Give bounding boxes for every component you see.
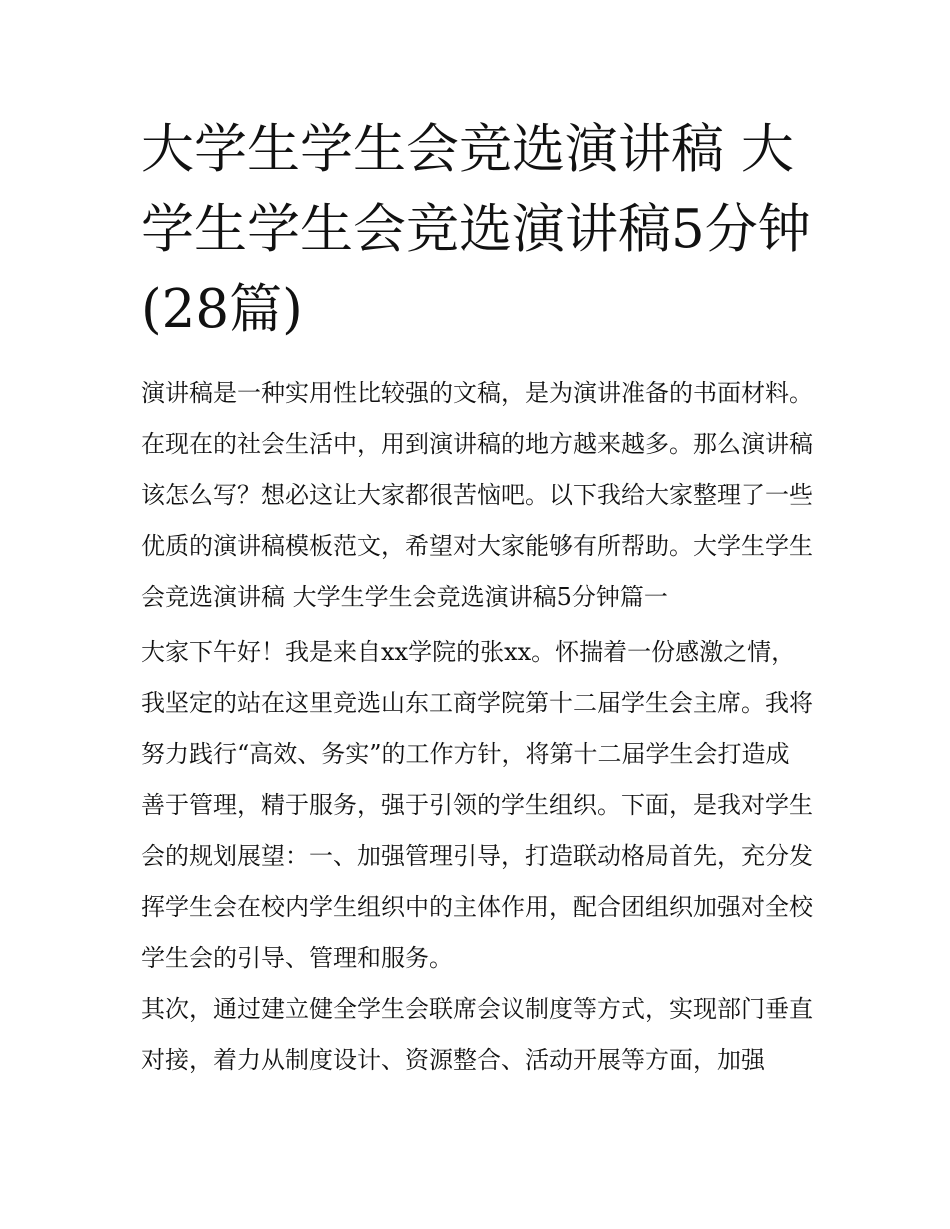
document-body	[141, 110, 813, 1086]
speech-paragraph: 大家下午好！我是来自xx学院的张xx。怀揣着一份感激之情，我坚定的站在这里竞选山东工商学院第十二届学生会主席。我将努力践行“高效、务实”的工作方针，将第十二届学生会打造成善于管理，精于服务，强于引领的学生组织。下面，是我对学生会的规划展望：一、加强管理引导，打造联动格局首先，充分发挥学生会在校内学生组织中的主体作用，配合团组织加强对全校学生会的引导、管理和服务。	[141, 638, 813, 972]
intro-paragraph: 演讲稿是一种实用性比较强的文稿，是为演讲准备的书面材料。在现在的社会生活中，用到演讲稿的地方越来越多。那么演讲稿该怎么写？想必这让大家都很苦恼吧。以下我给大家整理了一些优质的演讲稿模板范文，希望对大家能够有所帮助。大学生学生会竞选演讲稿 大学生学生会竞选演讲稿5分钟篇一	[141, 379, 813, 611]
document-title: 大学生学生会竞选演讲稿 大学生学生会竞选演讲稿5分钟(28篇)	[141, 119, 811, 340]
speech-paragraph-continued: 其次，通过建立健全学生会联席会议制度等方式，实现部门垂直对接，着力从制度设计、资源整合、活动开展等方面，加强	[141, 995, 813, 1074]
